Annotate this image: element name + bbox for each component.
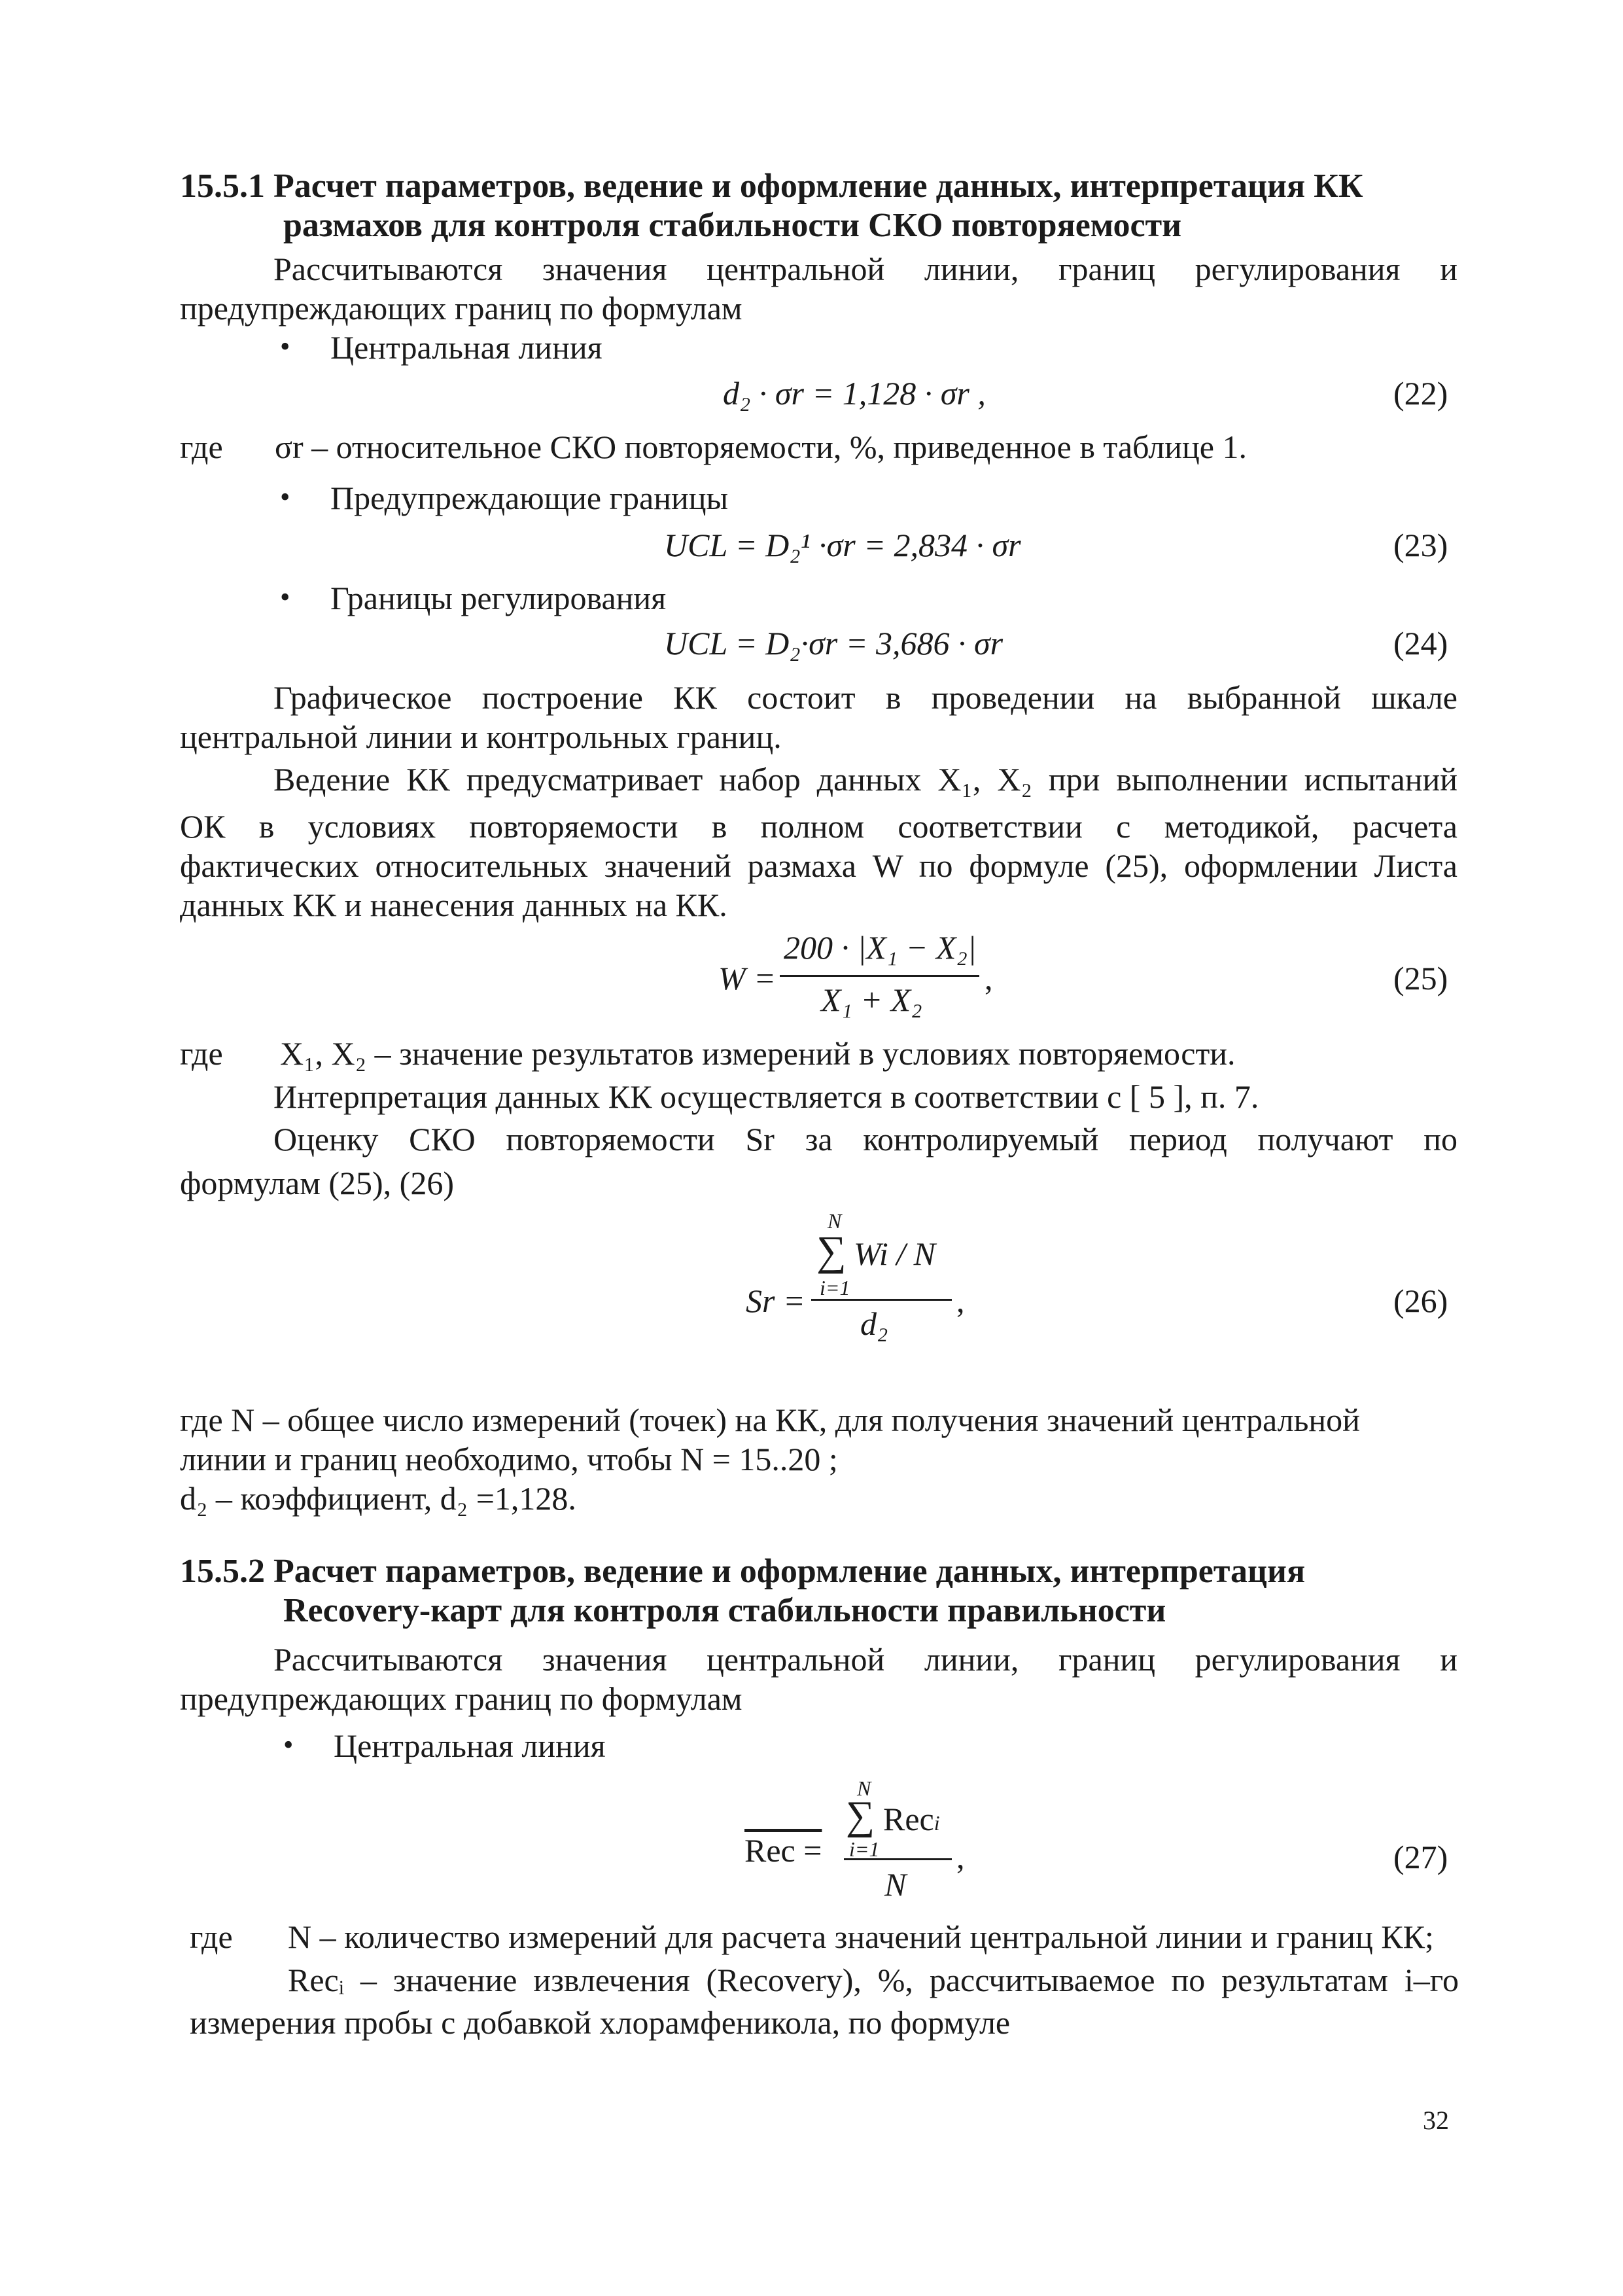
bullet-icon: •	[280, 481, 290, 513]
keeping-paragraph-line3: фактических относительных значений размаха W по формуле (25), оформлении Листа	[180, 847, 1457, 884]
where-label-25: где	[180, 1035, 223, 1072]
bullet-icon: •	[283, 1729, 294, 1761]
estimate-paragraph-line2: формулам (25), (26)	[180, 1165, 454, 1201]
equation-24: UCL = D₂·σr = 3,686 · σr	[664, 625, 1003, 662]
bullet-icon: •	[280, 581, 290, 613]
equation-25-denominator: X₁ + X₂	[821, 981, 922, 1018]
keeping-paragraph-line4: данных КК и нанесения данных на КК.	[180, 887, 727, 923]
rec-definition-line1: Recᵢ – значение извлечения (Recovery), %, рассчитываемое по результатам i–го	[288, 1962, 1459, 1998]
equation-23: UCL = D₂¹ ·σr = 2,834 · σr	[664, 527, 1021, 563]
bullet-icon: •	[280, 330, 290, 362]
equation-26-denominator: d₂	[860, 1305, 888, 1342]
intro-paragraph-line2: предупреждающих границ по формулам	[180, 290, 742, 327]
section-15-5-1-heading-line2: размахов для контроля стабильности СКО повторяемости	[283, 207, 1182, 244]
where-label-22: где	[180, 429, 223, 465]
where-n-count-definition: N – количество измерений для расчета значений центральной линии и границ КК;	[288, 1918, 1434, 1955]
graph-paragraph-line2: центральной линии и контрольных границ.	[180, 718, 782, 755]
equation-27-summand: Reci	[883, 1801, 940, 1837]
equation-number-22: (22)	[1393, 375, 1448, 412]
equation-27-summand-subscript: i	[934, 1811, 940, 1835]
where-d2-line: d₂ – коэффициент, d₂ =1,128.	[180, 1480, 576, 1517]
equation-number-24: (24)	[1393, 625, 1448, 662]
bullet2-central-line: Центральная линия	[334, 1727, 606, 1764]
equation-26-sum-upper-limit: N	[828, 1209, 842, 1233]
equation-25-comma: ,	[985, 960, 993, 997]
equation-27-fraction-bar	[844, 1858, 952, 1860]
keeping-paragraph-line1: Ведение КК предусматривает набор данных X₁, X₂ при выполнении испытаний	[273, 761, 1457, 798]
equation-22: d₂ · σr = 1,128 · σr ,	[723, 375, 986, 412]
section-15-5-2-heading-line2: Recovery-карт для контроля стабильности правильности	[283, 1592, 1166, 1629]
bullet-control-limits: Границы регулирования	[330, 580, 667, 616]
equation-27-sum-lower-limit: i=1	[849, 1837, 880, 1861]
intro2-paragraph-line2: предупреждающих границ по формулам	[180, 1680, 742, 1717]
section-15-5-1-heading-line1: 15.5.1 Расчет параметров, ведение и оформление данных, интерпретация КК	[180, 168, 1363, 205]
where-n-line2: линии и границ необходимо, чтобы N = 15..20 ;	[180, 1441, 838, 1477]
bullet-warning-limits: Предупреждающие границы	[330, 480, 729, 516]
graph-paragraph-line1: Графическое построение КК состоит в проведении на выбранной шкале	[273, 679, 1457, 716]
intro2-paragraph-line1: Рассчитываются значения центральной линии, границ регулирования и	[273, 1641, 1457, 1678]
section-15-5-2-heading-line1: 15.5.2 Расчет параметров, ведение и оформление данных, интерпретация	[180, 1553, 1306, 1590]
equation-27-denominator: N	[884, 1866, 907, 1903]
intro-paragraph-line1: Рассчитываются значения центральной линии, границ регулирования и	[273, 251, 1457, 287]
interpretation-line: Интерпретация данных КК осуществляется в соответствии с [ 5 ], п. 7.	[273, 1078, 1259, 1115]
where-sigma-definition: σr – относительное СКО повторяемости, %, приведенное в таблице 1.	[275, 429, 1247, 465]
where-x-definition: X₁, X₂ – значение результатов измерений в условиях повторяемости.	[280, 1035, 1236, 1072]
where-n-line1: где N – общее число измерений (точек) на КК, для получения значений центральной	[180, 1402, 1360, 1438]
equation-25-fraction-bar	[780, 975, 979, 977]
equation-number-25: (25)	[1393, 960, 1448, 997]
equation-27-comma: ,	[956, 1839, 965, 1875]
equation-25-lhs: W =	[718, 960, 776, 997]
bullet-central-line: Центральная линия	[330, 329, 602, 366]
equation-27-sum-upper-limit: N	[857, 1776, 871, 1800]
keeping-paragraph-line2: ОК в условиях повторяемости в полном соответствии с методикой, расчета	[180, 808, 1457, 845]
equation-number-27: (27)	[1393, 1839, 1448, 1875]
equation-27-lhs: Rec =	[744, 1832, 822, 1869]
equation-26-sum-lower-limit: i=1	[820, 1276, 850, 1299]
equation-26-sigma-symbol: ∑	[816, 1227, 846, 1274]
estimate-paragraph-line1: Оценку СКО повторяемости Sr за контролируемый период получают по	[273, 1121, 1457, 1157]
equation-number-23: (23)	[1393, 527, 1448, 563]
page-number: 32	[1423, 2106, 1449, 2135]
rec-definition-line2: измерения пробы с добавкой хлорамфеникола, по формуле	[190, 2004, 1011, 2041]
equation-26-lhs: Sr =	[746, 1282, 805, 1319]
equation-26-comma: ,	[956, 1282, 965, 1319]
equation-27-sigma-symbol: ∑	[846, 1793, 875, 1838]
equation-25-numerator: 200 · |X₁ − X₂|	[784, 929, 977, 966]
where-label-27: где	[190, 1918, 233, 1955]
equation-number-26: (26)	[1393, 1282, 1448, 1319]
equation-26-summand: Wi / N	[854, 1235, 936, 1272]
equation-26-fraction-bar	[811, 1299, 952, 1301]
